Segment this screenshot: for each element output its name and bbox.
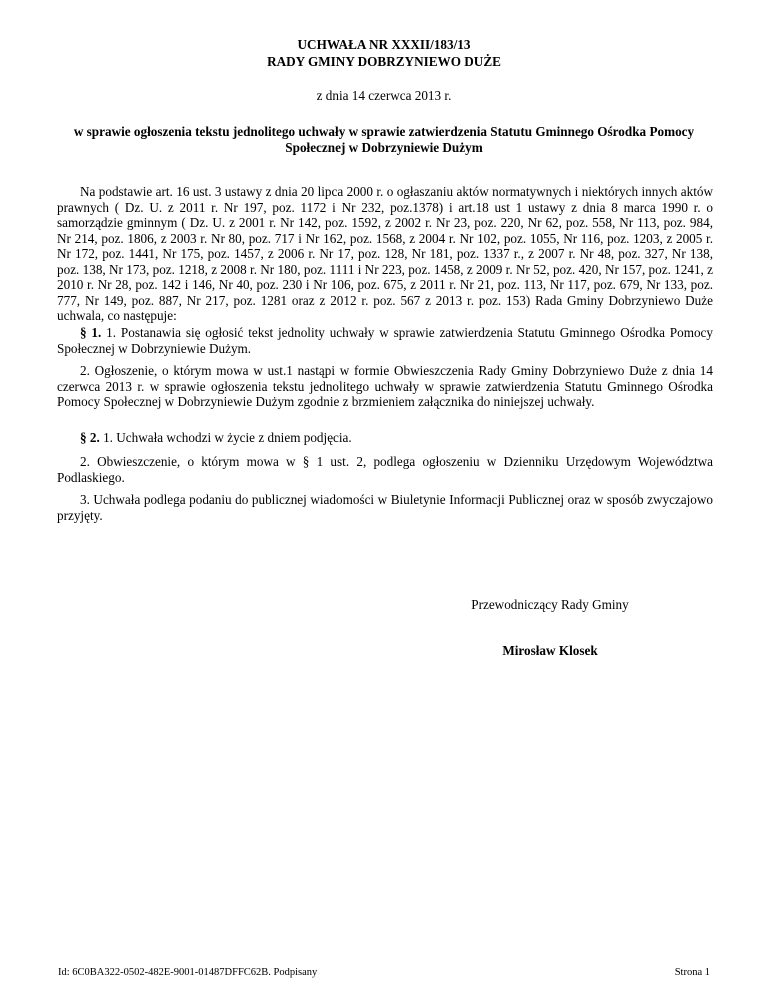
document-id-footer: Id: 6C0BA322-0502-482E-9001-01487DFFC62B. Podpisany — [58, 967, 318, 978]
section2-p1-text: 1. Uchwała wchodzi w życie z dniem podjęcia. — [103, 430, 352, 445]
section1-mark: § 1. — [80, 325, 102, 340]
council-name: RADY GMINY DOBRZYNIEWO DUŻE — [267, 54, 501, 69]
section2-p3-text: 3. Uchwała podlega podaniu do publicznej wiadomości w Biuletynie Informacji Publicznej oraz w sposób zwyczajowo przyjęty. — [57, 492, 713, 523]
section1-p1-text: 1. Postanawia się ogłosić tekst jednolity uchwały w sprawie zatwierdzenia Statutu Gminnego Ośrodka Pomocy Społecznej w Dobrzyniewie Dużym. — [57, 325, 713, 356]
section1-paragraph1 — [57, 325, 713, 356]
legal-basis-paragraph — [57, 184, 713, 324]
legal-basis-text: Na podstawie art. 16 ust. 3 ustawy z dnia 20 lipca 2000 r. o ogłaszaniu aktów normatywnych i niektórych innych aktów prawnych ( Dz. U. z 2011 r. Nr 197, poz. 1172 i Nr 232, poz.1378) i art.18 ust 1 ustawy z dnia 8 marca 1990 r. o samorządzie gminnym ( Dz. U. z 2001 r. Nr 142, poz. 1592, z 2002 r. Nr 23, poz. 220, Nr 62, poz. 558, Nr 113, poz. 984, Nr 214, poz. 1806, z 2003 r. Nr 80, poz. 717 i Nr 162, poz. 1568, z 2004 r. Nr 102, poz. 1055, Nr 116, poz. 1203, z 2005 r. Nr 172, poz. 1441, Nr 175, poz. 1457, z 2006 r. Nr 17, poz. 128, Nr 181, poz. 1337 r., z 2007 r. Nr 48, poz. 327, Nr 138, poz. 138, Nr 173, poz. 1218, z 2008 r. Nr 180, poz. 1111 i Nr 223, poz. 1458, z 2009 r. Nr 52, poz. 420, Nr 157, poz. 1241, z 2010 r. Nr 28, poz. 142 i 146, Nr 40, poz. 230 i Nr 106, poz. 675, z 2011 r. Nr 21, poz. 113, Nr 117, poz. 679, Nr 133, poz. 777, Nr 149, poz. 887, Nr 217, poz. 1281 oraz z 2012 r. poz. 567 z 2013 r. poz. 153) Rada Gminy Dobrzyniewo Duże uchwala, co następuje: — [57, 184, 713, 323]
section2-paragraph2 — [57, 454, 713, 485]
section1-p2-text: 2. Ogłoszenie, o którym mowa w ust.1 nastąpi w formie Obwieszczenia Rady Gminy Dobrzyniewo Duże z dnia 14 czerwca 2013 r. w sprawie ogłoszenia tekstu jednolitego uchwały w sprawie zatwierdzenia Statutu Gminnego Ośrodka Pomocy Społecznej w Dobrzyniewie Dużym zgodnie z brzmieniem załącznika do niniejszej uchwały. — [57, 363, 713, 409]
resolution-date: z dnia 14 czerwca 2013 r. — [316, 88, 452, 103]
section2-paragraph3 — [57, 492, 713, 523]
resolution-number: UCHWAŁA NR XXXII/183/13 — [297, 37, 471, 52]
page-number: Strona 1 — [674, 967, 710, 978]
signatory-name: Mirosław Klosek — [502, 643, 598, 658]
section1-paragraph2 — [57, 363, 713, 410]
section2-paragraph1 — [57, 430, 713, 446]
section2-mark: § 2. — [80, 430, 100, 445]
signatory-title: Przewodniczący Rady Gminy — [471, 597, 629, 612]
resolution-subject: w sprawie ogłoszenia tekstu jednolitego uchwały w sprawie zatwierdzenia Statutu Gminnego Ośrodka Pomocy Społecznej w Dobrzyniewie Dużym — [73, 124, 695, 155]
section2-p2-text: 2. Obwieszczenie, o którym mowa w § 1 ust. 2, podlega ogłoszeniu w Dzienniku Urzędowym Województwa Podlaskiego. — [57, 454, 713, 485]
